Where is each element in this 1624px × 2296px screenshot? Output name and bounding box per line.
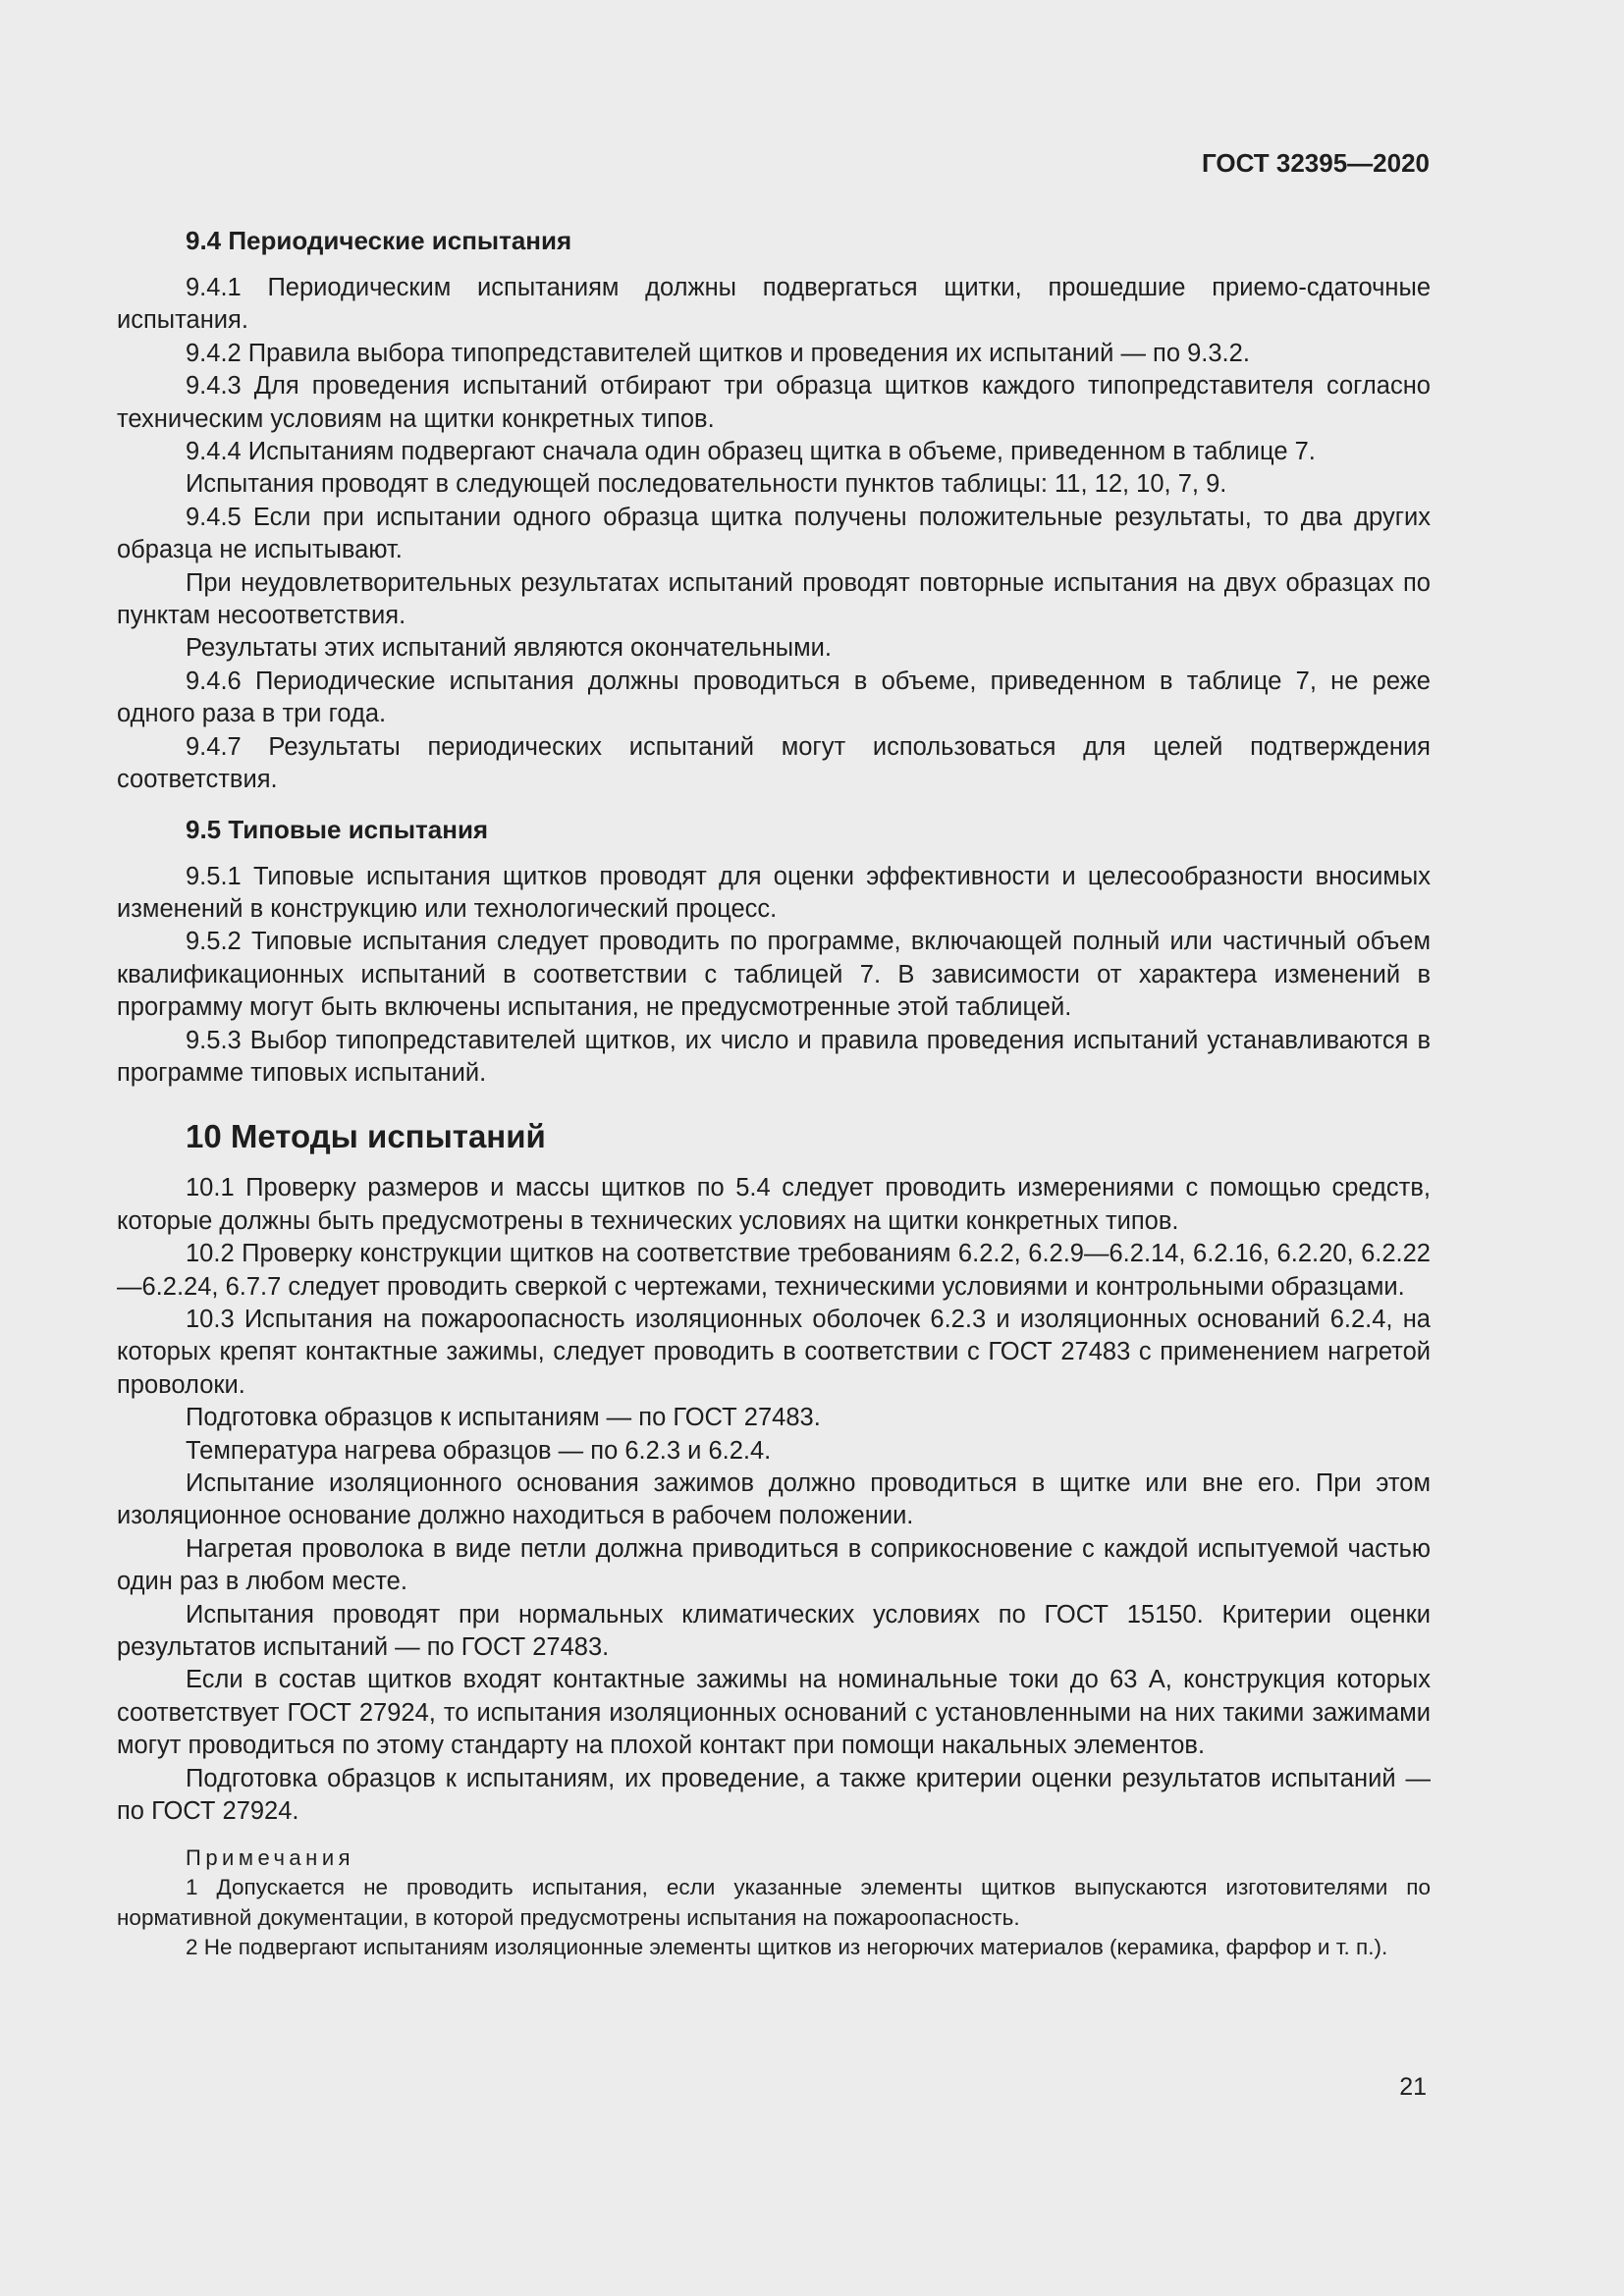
paragraph: 9.4.1 Периодическим испытаниям должны подвергаться щитки, прошедшие приемо-сдаточные испытания. (117, 274, 1431, 335)
note-item: 2 Не подвергают испытаниям изоляционные элементы щитков из негорючих материалов (керамика, фарфор и т. п.). (186, 1935, 1388, 1960)
paragraph: Испытания проводят при нормальных климатических условиях по ГОСТ 15150. Критерии оценки результатов испытаний — по ГОСТ 27483. (117, 1600, 1431, 1662)
paragraph: 9.5.2 Типовые испытания следует проводить по программе, включающей полный или частичный объем квалификационных испытаний в соответствии с таблицей 7. В зависимости от характера изменений в программу могут быть включены испытания, не предусмотренные этой таблицей. (117, 928, 1431, 1022)
paragraph: 9.4.2 Правила выбора типопредставителей щитков и проведения их испытаний — по 9.3.2. (186, 339, 1250, 367)
paragraph: Если в состав щитков входят контактные зажимы на номинальные токи до 63 А, конструкция которых соответствует ГОСТ 27924, то испытания изоляционных оснований с установленными на них такими зажимами могут проводиться по этому стандарту на плохой контакт при помощи накальных элементов. (117, 1666, 1431, 1760)
section-heading-9-4: 9.4 Периодические испытания (186, 226, 572, 255)
page-number: 21 (1399, 2073, 1427, 2101)
paragraph: 10.2 Проверку конструкции щитков на соответствие требованиям 6.2.2, 6.2.9—6.2.14, 6.2.16, 6.2.20, 6.2.22—6.2.24, 6.7.7 следует проводить сверкой с чертежами, техническими условиями и контрольными образцами. (117, 1240, 1431, 1301)
document-body (117, 224, 1431, 1963)
paragraph: Нагретая проволока в виде петли должна приводиться в соприкосновение с каждой испытуемой частью один раз в любом месте. (117, 1534, 1431, 1596)
notes-title: Примечания (186, 1845, 355, 1871)
paragraph: 9.4.6 Периодические испытания должны проводиться в объеме, приведенном в таблице 7, не реже одного раза в три года. (117, 667, 1431, 728)
paragraph: 9.5.1 Типовые испытания щитков проводят для оценки эффективности и целесообразности вносимых изменений в конструкцию или технологический процесс. (117, 862, 1431, 923)
paragraph: Испытание изоляционного основания зажимов должно проводиться в щитке или вне его. При этом изоляционное основание должно находиться в рабочем положении. (117, 1469, 1431, 1530)
paragraph: 9.4.3 Для проведения испытаний отбирают три образца щитков каждого типопредставителя согласно техническим условиям на щитки конкретных типов. (117, 372, 1431, 433)
paragraph: Подготовка образцов к испытаниям — по ГОСТ 27483. (186, 1404, 821, 1432)
document-code: ГОСТ 32395—2020 (1202, 148, 1430, 178)
section-heading-9-5: 9.5 Типовые испытания (186, 814, 489, 844)
note-item: 1 Допускается не проводить испытания, если указанные элементы щитков выпускаются изготовителями по нормативной документации, в которой предусмотрены испытания на пожароопасность. (117, 1875, 1431, 1930)
paragraph: Температура нагрева образцов — по 6.2.3 и 6.2.4. (186, 1436, 772, 1465)
paragraph: 9.5.3 Выбор типопредставителей щитков, их число и правила проведения испытаний устанавливаются в программе типовых испытаний. (117, 1026, 1431, 1087)
paragraph: Испытания проводят в следующей последовательности пунктов таблицы: 11, 12, 10, 7, 9. (186, 470, 1227, 499)
paragraph: Подготовка образцов к испытаниям, их проведение, а также критерии оценки результатов испытаний — по ГОСТ 27924. (117, 1764, 1431, 1826)
paragraph: Результаты этих испытаний являются окончательными. (186, 634, 832, 663)
paragraph: При неудовлетворительных результатах испытаний проводят повторные испытания на двух образцах по пунктам несоответствия. (117, 568, 1431, 630)
paragraph: 9.4.5 Если при испытании одного образца щитка получены положительные результаты, то два других образца не испытывают. (117, 503, 1431, 564)
paragraph: 10.1 Проверку размеров и массы щитков по 5.4 следует проводить измерениями с помощью средств, которые должны быть предусмотрены в технических условиях на щитки конкретных типов. (117, 1174, 1431, 1235)
paragraph: 9.4.7 Результаты периодических испытаний могут использоваться для целей подтверждения соответствия. (117, 732, 1431, 794)
chapter-heading-10: 10 Методы испытаний (186, 1118, 546, 1155)
paragraph: 9.4.4 Испытаниям подвергают сначала один образец щитка в объеме, приведенном в таблице 7. (186, 438, 1316, 466)
paragraph: 10.3 Испытания на пожароопасность изоляционных оболочек 6.2.3 и изоляционных оснований 6.2.4, на которых крепят контактные зажимы, следует проводить в соответствии с ГОСТ 27483 с применением нагретой проволоки. (117, 1305, 1431, 1399)
